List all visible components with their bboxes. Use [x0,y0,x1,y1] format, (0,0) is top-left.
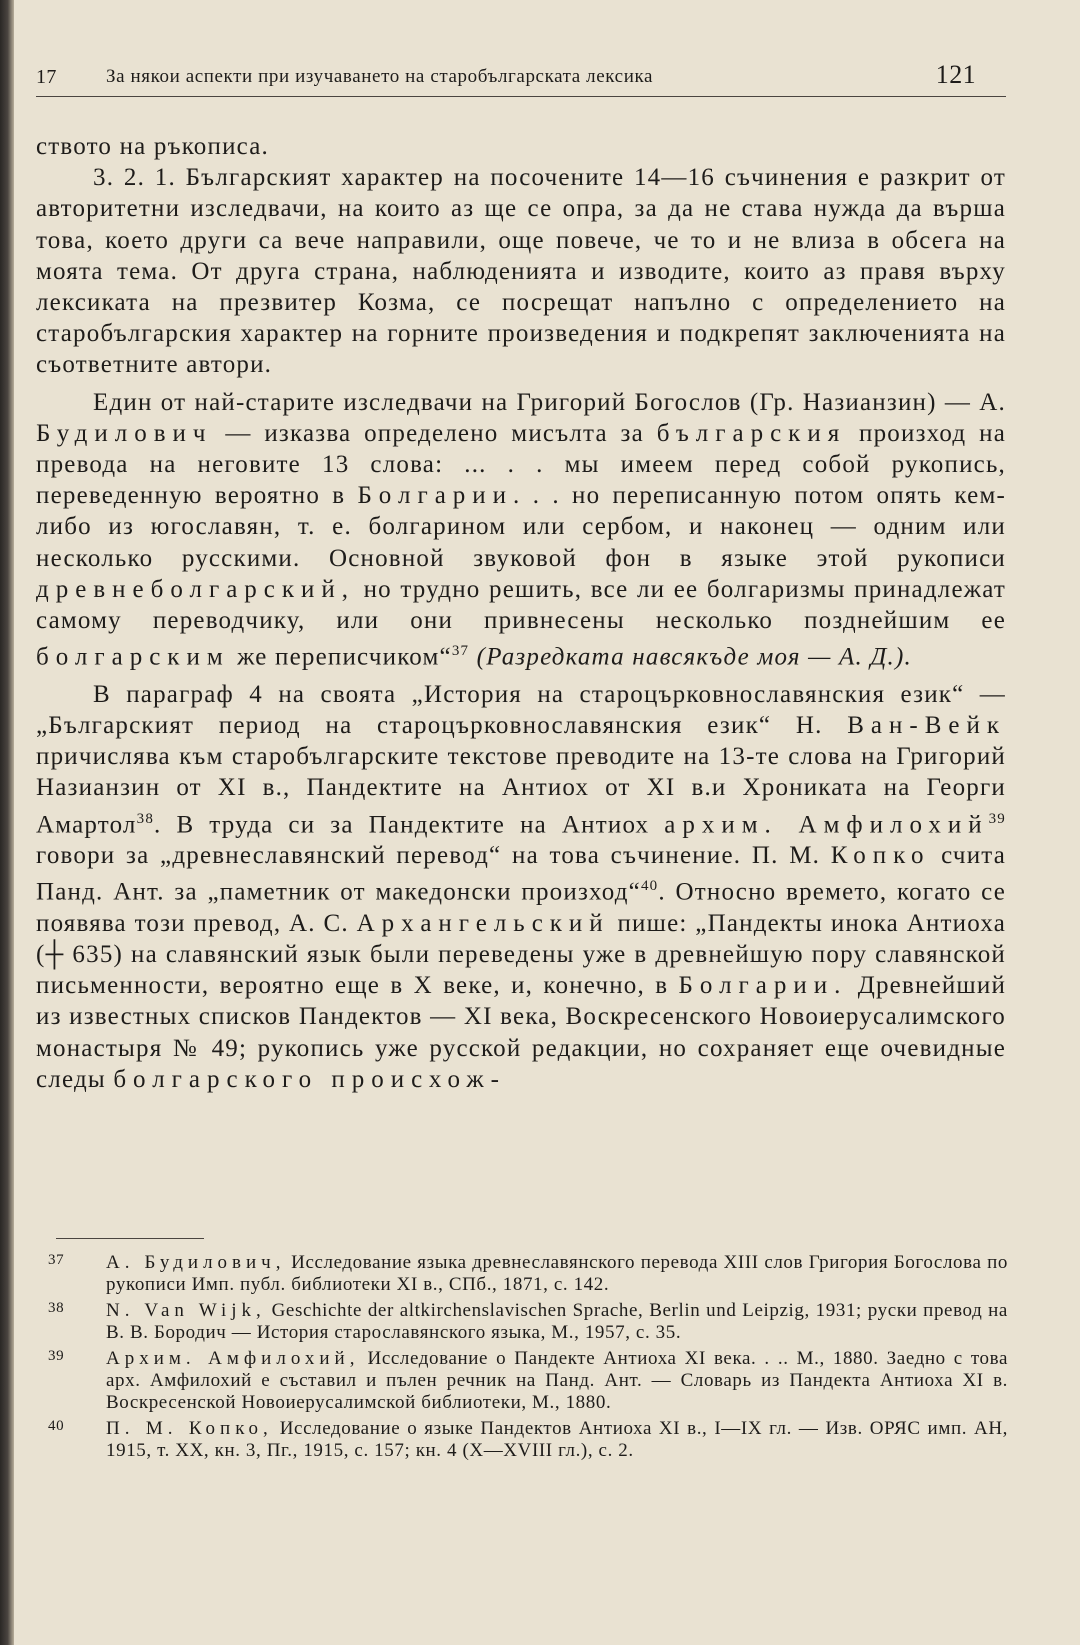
text-run: пише: „Пандекты инока Антиоха (┼ 635) на славянский язык были переведены уже в древнейшую пору славянской письменности, вероятно еще в X веке, и, конечно, в [36,909,1006,1000]
spaced-word: древнеболгарский, [36,575,356,603]
footnotes [48,1252,1008,1466]
page-number-left: 17 [36,66,57,88]
footnote-rule [56,1238,204,1239]
paragraph-continuation: ството на ръкописа. [36,133,270,160]
footnote-author: П. М. Копко, [106,1418,273,1439]
text-run: — изказва определено мисълта за [225,419,644,447]
footnote-number: 37 [48,1252,65,1268]
footnote-37 [48,1252,1008,1296]
spaced-name: Будилович [36,419,213,447]
text-run: . В труда си за Пандектите на Антиох [154,810,650,838]
running-head [36,60,1004,94]
text-run: счита Панд. Ант. за „паметник от македонски произход“ [36,842,1007,906]
text-run: Древнейший из известных списков Пандектов — XI века, Воскресенского Новоиерусалимского монастыря № 49; рукопись уже русской редакции, но сохраняет еще очевидные следы [36,972,1007,1093]
footnote-ref: 38 [136,810,155,827]
text-run: говори за „древнеславянский перевод“ на това съчинение. П. М. [36,842,821,870]
footnote-author: N. Van Wijk, [106,1300,266,1321]
spaced-word: българския [656,419,847,447]
text-run: . Относно времето, когато се появява този превод, А. С. [36,878,1006,937]
footnote-number: 38 [48,1300,65,1316]
spaced-name: Копко [830,842,931,870]
footnote-text: Исследование языка древнеславянского перевода XIII слов Григория Богослова по рукописи Имп. публ. библиотеки XI в., СПб., 1871, с. 142. [106,1252,1008,1295]
footnote-ref: 37 [451,643,470,660]
book-page [36,0,1009,1645]
spaced-name: архим. Амфилохий [664,810,989,838]
text-run: но трудно решить, все ли ее болгаризмы принадлежат самому переводчику, или они привнесены несколько позднейшим ее [36,575,1006,635]
main-text [36,131,1006,1095]
footnote-author: Архим. Амфилохий, [106,1348,360,1369]
text-run: . . . но переписанную потом опять кем-либо из югославян, т. е. болгарином или сербом, и наконец — одним или несколько русскими. Основной звуковой фон в языке этой рукописи [36,482,1006,572]
italic-note: (Разредката навсякъде моя — А. Д.). [476,643,912,671]
text-run: В параграф 4 на своята „История на староцърковнославянския език“ — „Българският период на староцърковнославянския език“ Н. [36,680,1006,739]
spaced-word: болгарским [36,643,230,671]
footnote-38 [48,1300,1008,1344]
spaced-name: Ван-Вейк [847,711,1006,739]
running-title: За някои аспекти при изучаването на старобългарската лексика [106,66,654,87]
footnote-text: Geschichte der altkirchenslavischen Sprache, Berlin und Leipzig, 1931; руски превод на В. В. Бородич — История старославянского языка, М., 1957, с. 35. [106,1300,1008,1343]
spaced-name: Архангельский [356,909,610,937]
footnote-author: А. Будилович, [106,1252,286,1273]
footnote-ref: 40 [640,878,659,895]
text-run: причислява към старобългарските текстове преводите на 13-те слова на Григорий Назианзин от XI в., Пандектите на Антиох от XI в.и Хрониката на Георги Амартол [36,743,1006,838]
book-binding-edge [0,0,14,1645]
paragraph-3-2-1: 3. 2. 1. Българският характер на посочените 14—16 съчинения е разкрит от авторитетни изследвачи, на които аз ще се опра, за да не става нужда да върша това, което други са вече направили, още повече, че то и не влиза в обсега на моята тема. От друга страна, наблюденията и изводите, които аз правя върху лексиката на презвитер Козма, се посрещат напълно с определението на старобългарския характер на горните произведения и подкрепят заключенията на съответните автори. [36,164,1006,379]
footnote-number: 40 [48,1418,65,1434]
footnote-39 [48,1348,1008,1414]
spaced-word: болгарского происхож- [113,1065,506,1093]
paragraph-van-wijk [36,679,1006,1095]
text-run: же переписчиком“ [237,643,452,671]
footnote-ref: 39 [988,810,1007,827]
footnote-number: 39 [48,1348,65,1364]
page-number-right: 121 [935,60,976,89]
text-run: Един от най-старите изследвачи на Григорий Богослов (Гр. Назианзин) — А. [93,388,1006,416]
footnote-40 [48,1418,1008,1462]
text-run: произход на превода на неговите 13 слова: ... . . мы имеем перед собой рукопись, переведенную вероятно в [36,419,1006,510]
spaced-word: Болгарии [357,482,514,510]
spaced-word: Болгарии. [678,972,848,1000]
footnote-text: Исследование о Пандекте Антиоха XI века. . .. М., 1880. Заедно с това арх. Амфилохий е съставил и пълен речник на Панд. Ант. — Словарь из Пандекта Антиоха XI в. Воскресенской Новоиерусалимской библиотеки, М., 1880. [106,1348,1009,1413]
header-rule [36,96,1006,97]
footnote-text: Исследование о языке Пандектов Антиоха XI в., I—IX гл. — Изв. ОРЯС имп. АН, 1915, т. XX, кн. 3, Пг., 1915, с. 157; кн. 4 (X—XVIII гл.), с. 2. [106,1418,1009,1461]
paragraph-budilovich [36,387,1006,673]
